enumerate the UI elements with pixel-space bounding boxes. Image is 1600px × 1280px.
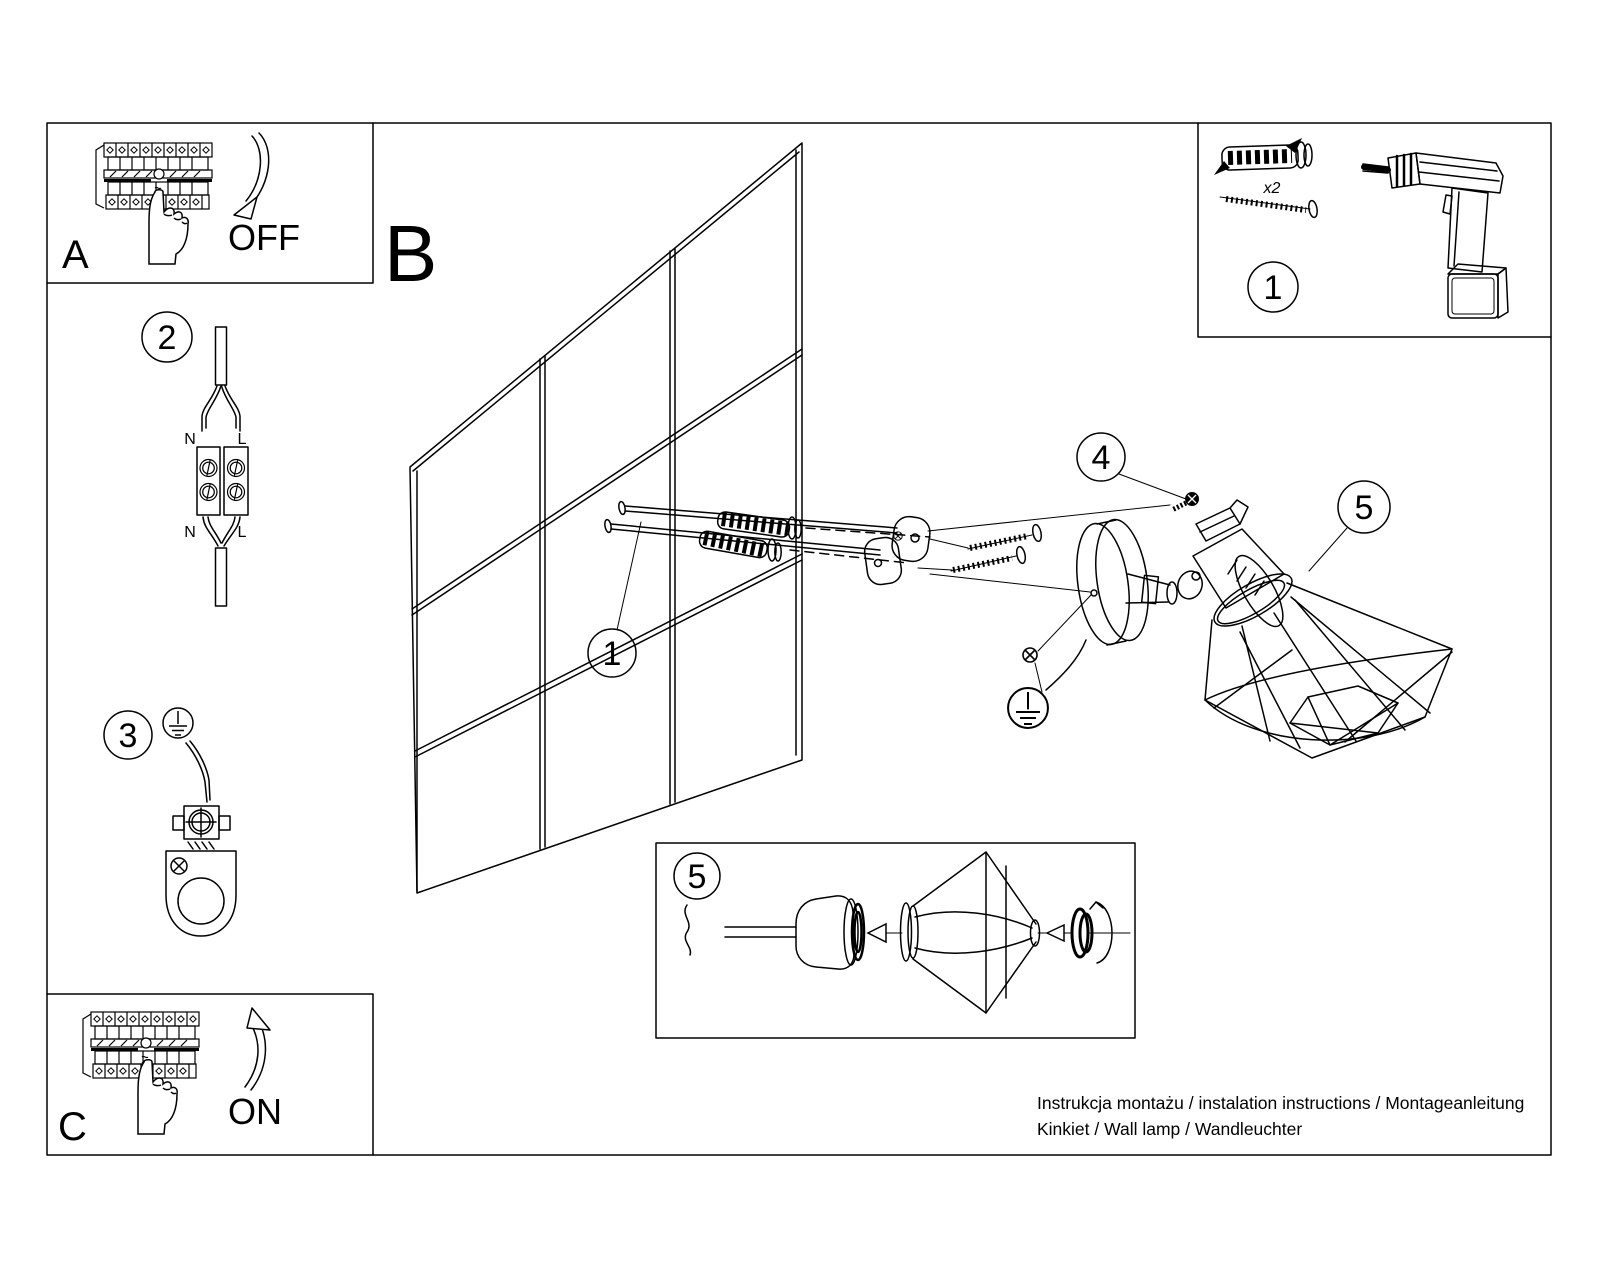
pointing-hand-icon xyxy=(138,1060,177,1134)
cable-squiggle-icon xyxy=(685,905,691,955)
drill-icon xyxy=(1363,153,1508,318)
lamp-arm-icon xyxy=(1126,568,1206,604)
tiled-wall xyxy=(410,143,802,893)
arrow-up-icon xyxy=(245,1008,270,1090)
step-c-label: C xyxy=(58,1105,87,1149)
breaker-on-box xyxy=(58,1008,282,1149)
ground-symbol-icon xyxy=(163,708,193,738)
step-4-callout xyxy=(1077,433,1186,499)
screw-leader-line xyxy=(1038,595,1091,651)
ground-wire-icon xyxy=(1046,640,1086,690)
grounding-step xyxy=(104,708,236,936)
wall-lamp xyxy=(1008,481,1452,758)
screw-icon xyxy=(1220,197,1318,218)
step-5-callout xyxy=(1309,481,1390,571)
cable-wires-icon xyxy=(197,327,248,606)
wall-fixings xyxy=(588,501,930,677)
wire-n-bottom-label: N xyxy=(184,524,196,541)
svg-text:5: 5 xyxy=(1354,489,1374,527)
cage-side-view-icon xyxy=(901,852,1040,1013)
svg-text:1: 1 xyxy=(1263,269,1283,307)
svg-text:1: 1 xyxy=(602,635,622,673)
wiring-step xyxy=(142,312,248,606)
wire-n-top-label: N xyxy=(184,431,196,448)
svg-text:2: 2 xyxy=(157,319,177,357)
lamp-socket-icon xyxy=(1193,500,1292,633)
svg-text:5: 5 xyxy=(687,858,707,896)
on-label: ON xyxy=(228,1091,282,1132)
step-a-label: A xyxy=(62,233,89,277)
wall-plug-icon xyxy=(1214,138,1312,175)
step-1-tools-callout xyxy=(1248,262,1298,312)
tools-box xyxy=(1214,138,1508,318)
canopy-screw-icon xyxy=(1172,492,1199,510)
svg-text:3: 3 xyxy=(118,717,138,755)
shade-detail-box xyxy=(656,843,1135,1038)
ground-symbol-icon xyxy=(1008,688,1048,728)
cage-shade-icon xyxy=(1205,564,1452,758)
svg-text:4: 4 xyxy=(1091,439,1111,477)
assembly-arrow-icon xyxy=(1038,925,1072,941)
ground-clamp-icon xyxy=(166,741,236,936)
off-label: OFF xyxy=(228,217,300,258)
step-1-wall-callout xyxy=(588,522,641,677)
step-2-callout xyxy=(142,312,192,362)
canopy-icon xyxy=(1070,516,1155,648)
mounting-screw-icon xyxy=(604,501,930,563)
arrow-down-icon xyxy=(234,133,269,219)
wire-l-bottom-label: L xyxy=(237,524,247,541)
wire-l-top-label: L xyxy=(237,431,247,448)
breaker-off-box xyxy=(62,133,300,277)
page-frame xyxy=(47,123,1551,1155)
step-5-detail-callout xyxy=(674,853,720,899)
footer xyxy=(1037,1093,1524,1139)
step-b-label: B xyxy=(384,209,438,298)
anchor-quantity-label: x2 xyxy=(1263,180,1281,197)
retaining-ring-icon xyxy=(1072,909,1092,957)
small-screw-icon xyxy=(1023,648,1042,692)
rotate-arrow-icon xyxy=(1090,902,1130,963)
socket-cup-icon xyxy=(725,896,864,969)
step-3-callout xyxy=(104,711,152,759)
footer-line-1: Instrukcja montażu / instalation instructions / Montageanleitung xyxy=(1037,1093,1525,1113)
assembly-arrow-icon xyxy=(868,924,902,942)
footer-line-2: Kinkiet / Wall lamp / Wandleuchter xyxy=(1037,1119,1303,1139)
